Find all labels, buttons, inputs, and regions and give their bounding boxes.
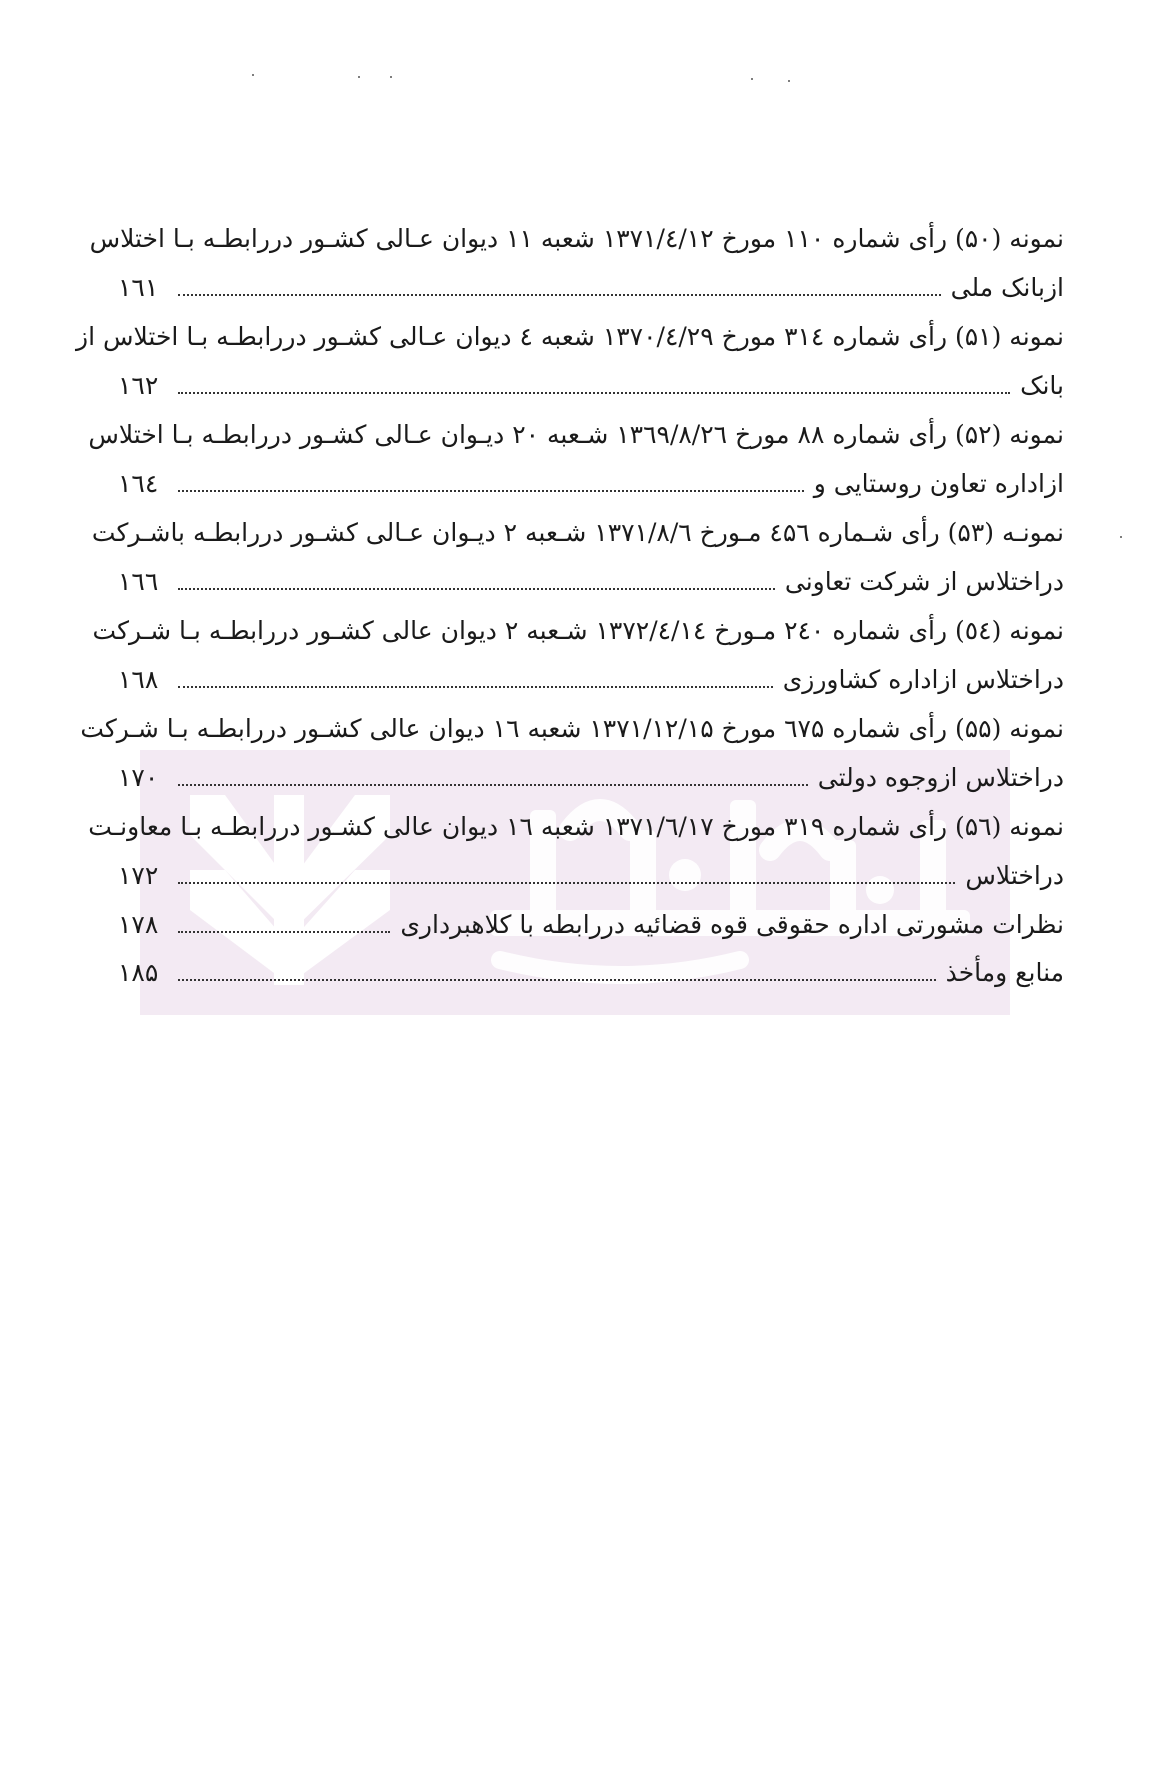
page-number: ۱۸۵ [118, 958, 159, 987]
scan-speck [252, 74, 254, 76]
page-number: ۱٦٤ [118, 469, 159, 498]
page-number: ۱٦۱ [118, 273, 159, 302]
toc-entry[interactable] [118, 949, 1064, 997]
dot-leader [178, 882, 955, 884]
toc-entry[interactable] [118, 901, 1064, 949]
toc-entry-title: نمونه (٥٤) رأی شماره ۲٤۰ مـورخ ۱۳۷۲/٤/۱٤ شـعبه ۲ دیوان عالی کشـور دررابطـه بـا شـرکت [92, 616, 1064, 645]
dot-leader [178, 294, 941, 296]
toc-entry-title-end: ازبانک ملی [950, 273, 1064, 302]
toc-entry[interactable] [88, 803, 1064, 901]
page-number: ۱٦۲ [118, 371, 159, 400]
dot-leader [178, 490, 804, 492]
toc-entry[interactable] [80, 705, 1064, 803]
toc-entry-title-end: دراختلاس از شرکت تعاونی [784, 567, 1064, 596]
scan-speck [788, 80, 790, 82]
toc-entry-title-end: بانک [1020, 371, 1064, 400]
toc-entry-title: نمونه (۵۱) رأی شماره ۳۱٤ مورخ ۱۳۷۰/٤/۲۹ شعبه ٤ دیوان عـالی کشـور دررابطـه بـا اختلاس از [76, 322, 1064, 351]
page-number: ۱٦۸ [118, 665, 159, 694]
toc-entry-continuation [118, 851, 1064, 901]
page-number: ۱۷۰ [118, 763, 159, 792]
scan-speck [751, 78, 753, 80]
dot-leader [178, 979, 936, 981]
toc-entry-title-end: ازاداره تعاون روستایی و [813, 469, 1064, 498]
toc-entry[interactable] [92, 607, 1064, 705]
toc-entry-title: منابع ومأخذ [945, 958, 1064, 987]
toc-entry[interactable] [91, 509, 1064, 607]
toc-entry-title-end: دراختلاس ازوجوه دولتی [817, 763, 1064, 792]
toc-entry-title: نمونـه (۵۳) رأی شـماره ٤۵٦ مـورخ ۱۳۷۱/۸/٦ شـعبه ۲ دیـوان عـالی کشـور دررابطـه باشـرکت [91, 518, 1064, 547]
toc-entry[interactable] [76, 313, 1064, 411]
toc-entry-continuation [118, 459, 1064, 509]
dot-leader [178, 686, 773, 688]
toc-entry-title: نمونه (۵٦) رأی شماره ۳۱۹ مورخ ۱۳۷۱/٦/۱۷ شعبه ۱٦ دیوان عالی کشـور دررابطـه بـا معاونـت [88, 812, 1064, 841]
toc-entry-continuation [118, 753, 1064, 803]
toc-entry-title: نظرات مشورتی اداره حقوقی قوه قضائیه دررابطه با کلاهبرداری [400, 910, 1064, 939]
dot-leader [178, 784, 808, 786]
toc-entry-title: نمونه (۵۰) رأی شماره ۱۱۰ مورخ ۱۳۷۱/٤/۱۲ شعبه ۱۱ دیوان عـالی کشـور دررابطـه بـا اختلاس [89, 224, 1064, 253]
toc-entry[interactable] [89, 215, 1064, 313]
toc-entry-title-end: دراختلاس [965, 861, 1064, 890]
scan-speck [1120, 536, 1122, 538]
dot-leader [178, 392, 1010, 394]
scan-speck [390, 76, 392, 78]
toc-entry-title: نمونه (۵۵) رأی شماره ٦۷۵ مورخ ۱۳۷۱/۱۲/۱۵ شعبه ۱٦ دیوان عالی کشـور دررابطـه بـا شـرکت [80, 714, 1064, 743]
toc-entry-continuation [118, 557, 1064, 607]
toc-entry-continuation [118, 263, 1064, 313]
toc-entry-title-end: دراختلاس ازاداره کشاورزی [782, 665, 1064, 694]
toc-entry-title: نمونه (۵۲) رأی شماره ۸۸ مورخ ۱۳٦۹/۸/۲٦ شـعبه ۲۰ دیـوان عـالی کشـور دررابطـه بـا اختلاس [88, 420, 1064, 449]
table-of-contents [76, 215, 1064, 997]
dot-leader [178, 931, 390, 933]
page-number: ۱٦٦ [118, 567, 159, 596]
dot-leader [178, 588, 775, 590]
toc-entry[interactable] [88, 411, 1064, 509]
page-number: ۱۷۸ [118, 910, 159, 939]
page-number: ۱۷۲ [118, 861, 159, 890]
toc-entry-single [118, 901, 1064, 949]
scan-speck [358, 76, 360, 78]
toc-entry-continuation [118, 655, 1064, 705]
toc-entry-single [118, 949, 1064, 997]
toc-entry-continuation [118, 361, 1064, 411]
